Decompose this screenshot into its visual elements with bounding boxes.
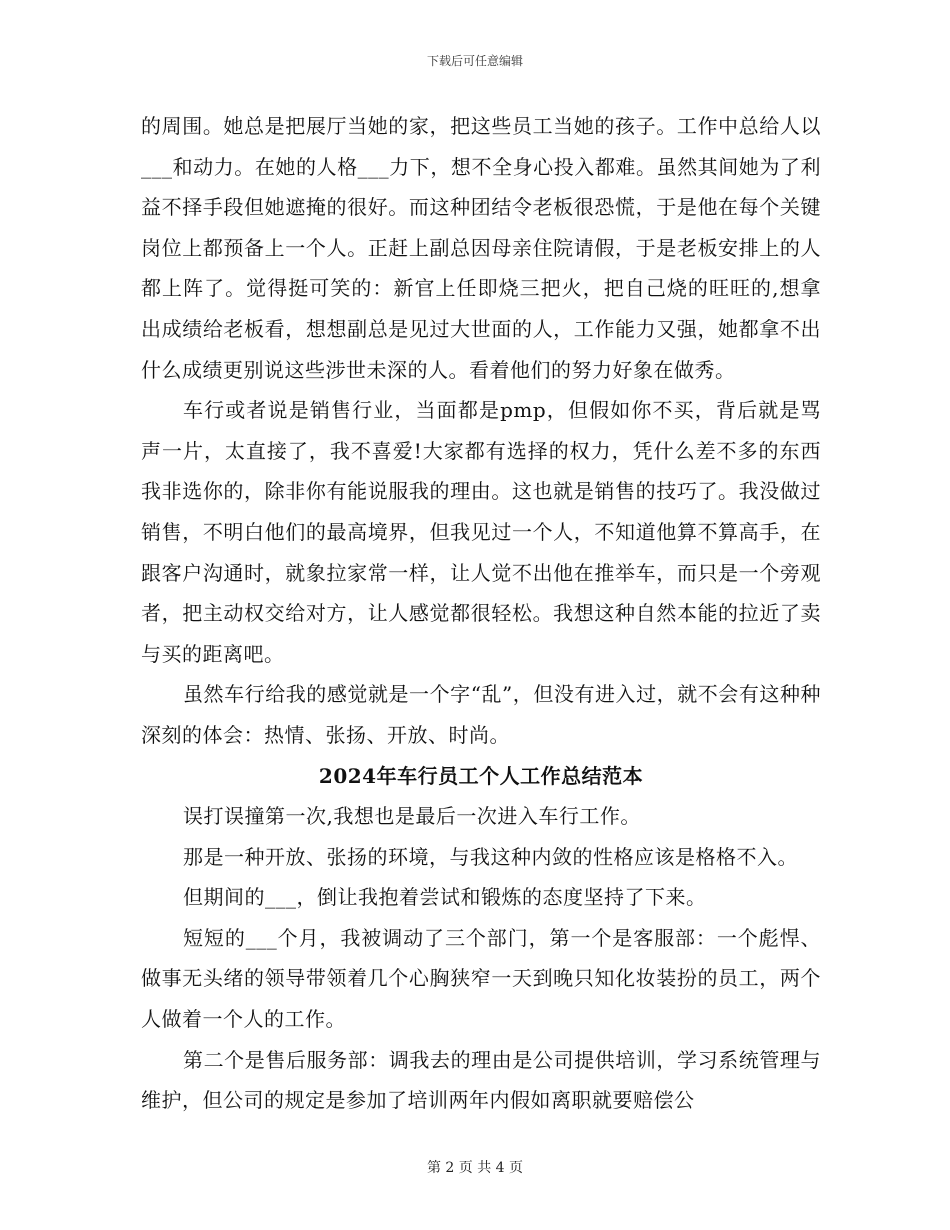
section-title: 2024年车行员工个人工作总结范本 — [318, 763, 644, 788]
paragraph-after-sales: 第二个是售后服务部：调我去的理由是公司提供培训，学习系统管理与维护，但公司的规定是参加了培训两年内假如离职就要赔偿公 — [141, 1047, 821, 1113]
paragraph-sales: 车行或者说是销售行业，当面都是pmp，但假如你不买，背后就是骂声一片，太直接了，我不喜爱!大家都有选择的权力，凭什么差不多的东西我非选你的，除非你有能说服我的理由。这也就是销售的技巧了。我没做过销售，不明白他们的最高境界，但我见过一个人，不知道他算不算高手，在跟客户沟通时，就象拉家常一样，让人觉不出他在推举车，而只是一个旁观者，把主动权交给对方，让人感觉都很轻松。我想这种自然本能的拉近了卖与买的距离吧。 — [141, 398, 821, 666]
page-number: 第 2 页 共 4 页 — [426, 1160, 524, 1176]
document-body — [141, 106, 821, 1121]
paragraph-persistence: 但期间的___，倒让我抱着尝试和锻炼的态度坚持了下来。 — [183, 885, 707, 910]
page-header: 下载后可任意编辑 — [426, 54, 523, 68]
paragraph-environment: 那是一种开放、张扬的环境，与我这种内敛的性格应该是格格不入。 — [183, 844, 798, 869]
paragraph-departments: 短短的___个月，我被调动了三个部门，第一个是客服部：一个彪悍、做事无头绪的领导带领着几个心胸狭窄一天到晚只知化妆装扮的员工，两个人做着一个人的工作。 — [141, 925, 821, 1032]
paragraph-impression: 虽然车行给我的感觉就是一个字“乱”，但没有进入过，就不会有这种种深刻的体会：热情、张扬、开放、时尚。 — [141, 682, 821, 747]
paragraph-intro: 误打误撞第一次,我想也是最后一次进入车行工作。 — [183, 804, 641, 829]
paragraph-continuation: 的周围。她总是把展厅当她的家，把这些员工当她的孩子。工作中总给人以___和动力。在她的人格___力下，想不全身心投入都难。虽然其间她为了利益不择手段但她遮掩的很好。而这种团结令老板很恐慌，于是他在每个关键岗位上都预备上一个人。正赶上副总因母亲住院请假，于是老板安排上的人都上阵了。觉得挺可笑的：新官上任即烧三把火，把自己烧的旺旺的,想拿出成绩给老板看，想想副总是见过大世面的人，工作能力又强，她都拿不出什么成绩更别说这些涉世未深的人。看着他们的努力好象在做秀。 — [141, 114, 821, 382]
